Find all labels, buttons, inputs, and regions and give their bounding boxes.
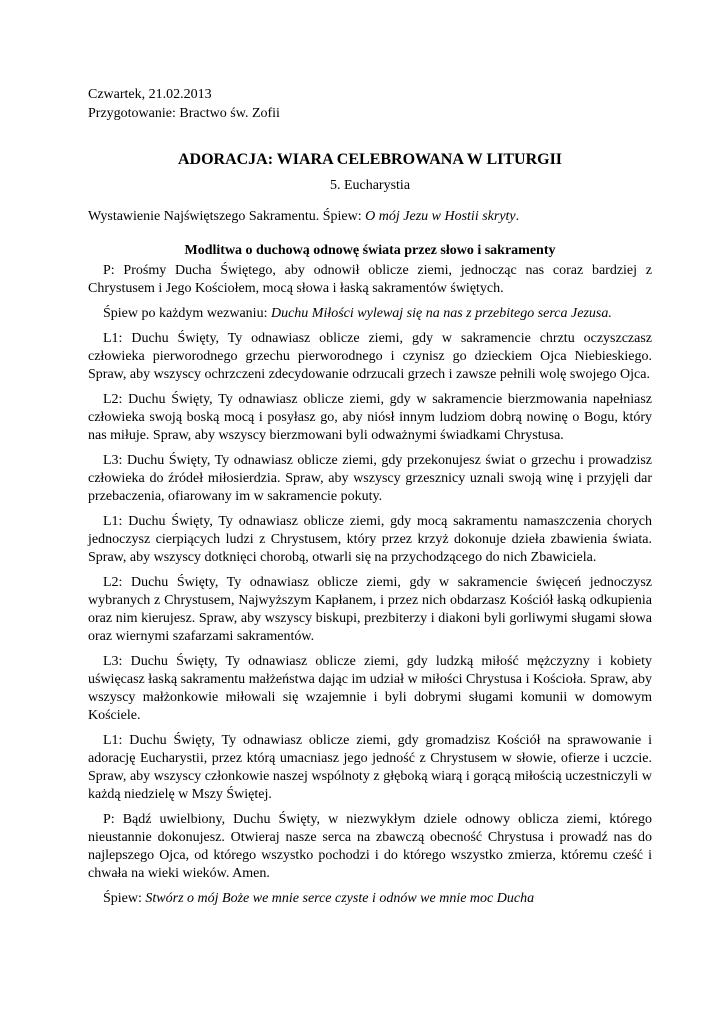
exposition-text: Wystawienie Najświętszego Sakramentu. Śpiew: xyxy=(88,209,366,224)
petition-paragraph: L2: Duchu Święty, Ty odnawiasz oblicze ziemi, gdy w sakramencie bierzmowania napełniasz człowieka swoją boską mocą i posyłasz go, aby niósł innym ludziom dobrą nowinę o Bogu, który nas miłuje. Spraw, aby wszyscy bierzmowani byli odważnymi świadkami Chrystusa. xyxy=(88,392,652,443)
response-song: Duchu Miłości wylewaj się na nas z przebitego serca Jezusa. xyxy=(270,306,612,321)
response-paragraph xyxy=(88,305,652,323)
petition-paragraph: L1: Duchu Święty, Ty odnawiasz oblicze ziemi, gdy w sakramencie chrztu oczyszczasz człowieka pierworodnego grzechu pierworodnego i czynisz go dzieckiem Ojca Niebieskiego. Spraw, aby wszyscy ochrzczeni zdecydowanie odrzucali grzech i zawsze pełnili wolę swojego Ojca. xyxy=(88,331,652,382)
document-header xyxy=(88,85,280,123)
response-text: Śpiew po każdym wezwaniu: xyxy=(103,306,271,321)
closing-paragraph: P: Bądź uwielbiony, Duchu Święty, w niezwykłym dziele odnowy oblicza ziemi, którego nieustannie dokonujesz. Otwieraj nasze serca na zbawczą obecność Chrystusa i prowadź nas do najlepszego Ojca, od którego wszystko pochodzi i do którego wszystko zmierza, któremu cześć i chwała na wieki wieków. Amen. xyxy=(88,812,652,881)
petition-paragraph: L1: Duchu Święty, Ty odnawiasz oblicze ziemi, gdy mocą sakramentu namaszczenia chorych jednoczysz cierpiących ludzi z Chrystusem, który przez krzyż dokonuje dzieła zbawienia świata. Spraw, aby wszyscy dotknięci chorobą, otwarli się na przychodzącego do nich Zbawiciela. xyxy=(88,514,652,565)
exposition-song: O mój Jezu w Hostii skryty xyxy=(365,209,516,224)
final-song-text: Śpiew: xyxy=(103,891,146,906)
document-subtitle: 5. Eucharystia xyxy=(329,178,411,193)
petition-paragraph: L3: Duchu Święty, Ty odnawiasz oblicze ziemi, gdy przekonujesz świat o grzechu i prowadzisz człowieka do źródeł miłosierdzia. Spraw, aby wszyscy grzesznicy uznali swoją winę i przyjęli dar przebaczenia, ofiarowany im w sakramencie pokuty. xyxy=(88,453,652,504)
section-heading: Modlitwa o duchową odnowę świata przez słowo i sakramenty xyxy=(184,243,556,258)
prepared-by-line: Przygotowanie: Bractwo św. Zofii xyxy=(88,106,280,121)
exposition-end: . xyxy=(515,209,520,224)
exposition-line xyxy=(88,208,652,226)
final-song-paragraph xyxy=(88,890,652,908)
document-title: ADORACJA: WIARA CELEBROWANA W LITURGII xyxy=(177,151,563,168)
petition-paragraph: L1: Duchu Święty, Ty odnawiasz oblicze ziemi, gdy gromadzisz Kościół na sprawowanie i adorację Eucharystii, przez którą umacniasz jego jedność z Chrystusem w słowie, ofierze i uczcie. Spraw, aby wszyscy członkowie naszej wspólnoty z głęboką wiarą i gorącą miłością uczestniczyli w każdą niedzielę w Mszy Świętej. xyxy=(88,733,652,802)
final-song-title: Stwórz o mój Boże we mnie serce czyste i odnów we mnie moc Ducha xyxy=(145,891,535,906)
petition-paragraph: L3: Duchu Święty, Ty odnawiasz oblicze ziemi, gdy ludzką miłość mężczyzny i kobiety uświęcasz łaską sakramentu małżeństwa dając im udział w miłości Chrystusa i Kościoła. Spraw, aby wszyscy małżonkowie miłowali się wzajemnie i byli dobrymi sługami komunii w domowym Kościele. xyxy=(88,654,652,723)
date-line: Czwartek, 21.02.2013 xyxy=(88,87,212,102)
intro-paragraph: P: Prośmy Ducha Świętego, aby odnowił oblicze ziemi, jednocząc nas coraz bardziej z Chrystusem i Jego Kościołem, mocą słowa i łaską sakramentów świętych. xyxy=(88,263,652,296)
petition-paragraph: L2: Duchu Święty, Ty odnawiasz oblicze ziemi, gdy w sakramencie święceń jednoczysz wybranych z Chrystusem, Najwyższym Kapłanem, i przez nich obdarzasz Kościół łaską odkupienia oraz nim kierujesz. Spraw, aby wszyscy biskupi, prezbiterzy i diakoni byli gorliwymi sługami słowa oraz wiernymi szafarzami sakramentów. xyxy=(88,575,652,644)
document-body xyxy=(88,208,652,908)
